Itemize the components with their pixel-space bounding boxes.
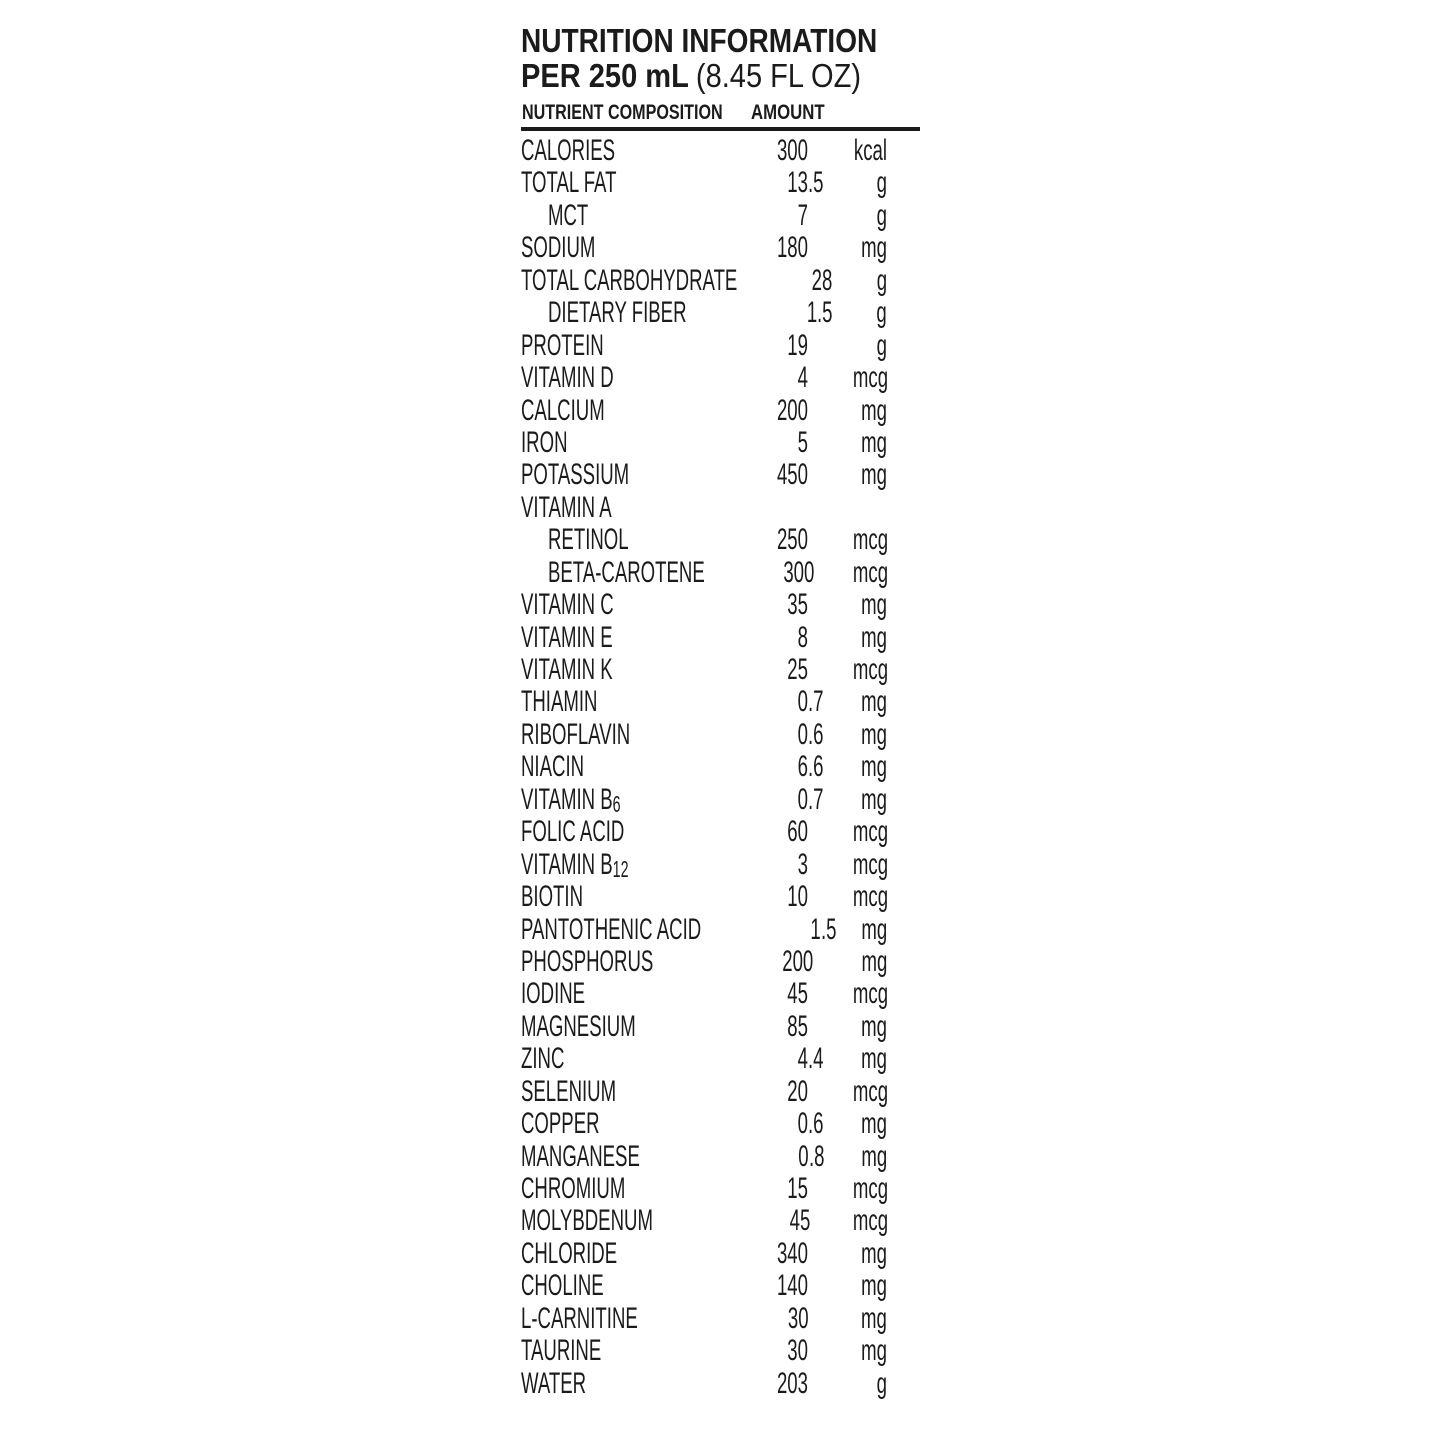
amount-unit: mg — [861, 393, 887, 427]
amount-unit: mcg — [852, 977, 889, 1011]
amount-unit: mg — [861, 588, 887, 622]
amount-whole: 1 — [810, 912, 821, 946]
table-row — [521, 362, 887, 394]
amount-whole: 250 — [776, 523, 808, 557]
amount-unit: mcg — [852, 815, 889, 849]
table-row — [521, 784, 887, 816]
nutrient-name-text: MANGANESE — [521, 1139, 640, 1173]
nutrient-name-text: VITAMIN B — [521, 782, 613, 816]
amount-unit: g — [876, 296, 887, 330]
nutrient-table — [521, 135, 920, 1400]
nutrient-name-text: CHLORIDE — [521, 1236, 618, 1270]
amount-unit: mg — [861, 717, 887, 751]
nutrient-name-text: PHOSPHORUS — [521, 944, 654, 978]
nutrient-name-text: PROTEIN — [521, 328, 604, 362]
amount-unit: mcg — [852, 523, 889, 557]
nutrient-name-subscript: 12 — [612, 855, 629, 882]
nutrient-name — [548, 200, 647, 232]
table-row — [521, 557, 887, 589]
amount-unit: g — [876, 198, 887, 232]
amount-fraction: .6 — [808, 717, 824, 751]
amount-fraction: .5 — [817, 296, 833, 330]
amount-unit: mcg — [852, 1204, 889, 1238]
amount-whole: 45 — [787, 977, 808, 1011]
table-row — [521, 492, 887, 524]
table-row — [521, 1173, 887, 1205]
nutrient-name-text: BETA-CAROTENE — [548, 555, 705, 589]
amount-whole: 0 — [797, 782, 808, 816]
amount-fraction: .4 — [808, 1042, 824, 1076]
table-row — [521, 1303, 887, 1335]
column-header-amount: AMOUNT — [751, 100, 825, 124]
table-row — [521, 167, 887, 199]
table-row — [521, 459, 887, 491]
amount-fraction: .8 — [808, 1139, 825, 1173]
nutrient-name — [521, 135, 637, 167]
amount-whole: 10 — [787, 880, 808, 914]
nutrient-name — [521, 1108, 637, 1140]
nutrient-name — [521, 978, 637, 1010]
column-header-nutrient-composition: NUTRIENT COMPOSITION — [522, 100, 723, 124]
nutrient-name — [548, 555, 705, 589]
amount-unit: g — [876, 1366, 887, 1400]
amount-fraction: .5 — [820, 912, 837, 946]
nutrient-name — [521, 1141, 638, 1173]
table-row — [521, 1335, 887, 1367]
table-row — [521, 849, 887, 881]
amount-whole: 28 — [811, 263, 833, 297]
table-row — [521, 978, 887, 1010]
amount-whole: 450 — [776, 458, 808, 492]
amount-unit: mcg — [852, 880, 889, 914]
nutrient-name — [521, 263, 738, 297]
amount-unit: mg — [861, 944, 887, 978]
nutrient-name-text: COPPER — [521, 1107, 600, 1141]
amount-whole: 180 — [776, 231, 808, 265]
amount-unit: mg — [861, 425, 887, 459]
nutrient-name — [521, 654, 637, 686]
nutrient-name-text: CHROMIUM — [521, 1172, 626, 1205]
amount-whole: 8 — [797, 620, 808, 654]
amount-unit: mcg — [852, 653, 889, 686]
table-row — [521, 622, 887, 654]
nutrient-name-text: RETINOL — [548, 523, 629, 557]
amount-unit: mg — [861, 231, 887, 265]
nutrient-name — [548, 524, 647, 556]
nutrient-name-text: IODINE — [521, 977, 586, 1011]
nutrient-name — [521, 589, 637, 621]
amount-whole: 4 — [797, 1042, 808, 1076]
amount-unit: mg — [861, 750, 887, 784]
nutrient-name-text: TOTAL FAT — [521, 166, 617, 200]
nutrient-name — [521, 1173, 637, 1205]
amount-whole: 25 — [787, 653, 808, 686]
amount-unit: mg — [861, 912, 888, 946]
amount-unit: kcal — [853, 134, 887, 167]
nutrient-name — [521, 622, 637, 654]
table-row — [521, 751, 887, 783]
amount-fraction: .7 — [808, 782, 824, 816]
serving-size-fl-oz: (8.45 FL OZ) — [695, 57, 862, 94]
table-row — [521, 881, 887, 913]
table-row — [521, 330, 887, 362]
table-row — [521, 395, 887, 427]
nutrient-name-text: MOLYBDENUM — [521, 1204, 653, 1238]
amount-whole: 7 — [797, 198, 808, 232]
amount-whole: 0 — [797, 1107, 808, 1141]
amount-unit: mg — [861, 1334, 887, 1368]
nutrient-name — [521, 751, 637, 783]
table-column-headers — [521, 101, 920, 125]
nutrient-name-text: BIOTIN — [521, 880, 584, 914]
table-row — [521, 297, 887, 329]
amount-unit: mcg — [852, 1172, 889, 1205]
table-row — [521, 686, 887, 718]
amount-whole: 340 — [776, 1236, 808, 1270]
amount-whole: 4 — [797, 361, 808, 395]
nutrient-name-text: NIACIN — [521, 750, 585, 784]
table-row — [521, 427, 887, 459]
nutrient-name — [521, 881, 637, 913]
nutrient-name — [521, 816, 637, 848]
amount-unit: mg — [861, 1301, 887, 1335]
table-row — [521, 1368, 887, 1400]
amount-unit: mg — [861, 1139, 887, 1173]
amount-whole: 140 — [776, 1269, 808, 1303]
table-row — [521, 1043, 887, 1075]
amount-unit: mg — [861, 1236, 887, 1270]
nutrient-name — [521, 1238, 637, 1270]
header-rule — [521, 127, 920, 131]
amount-whole: 0 — [797, 685, 808, 719]
amount-fraction: .6 — [808, 750, 824, 784]
nutrient-name — [521, 1011, 637, 1043]
table-row — [521, 816, 887, 848]
table-row — [521, 524, 887, 556]
nutrient-name-text: DIETARY FIBER — [548, 296, 687, 330]
amount-unit: mcg — [852, 1074, 889, 1108]
nutrient-name — [521, 1303, 637, 1335]
nutrient-name — [521, 1204, 653, 1238]
nutrient-name-text: VITAMIN E — [521, 620, 613, 654]
table-row — [521, 1011, 887, 1043]
amount-fraction: .7 — [808, 685, 824, 719]
amount-unit: g — [876, 263, 887, 297]
amount-fraction: .5 — [808, 166, 824, 200]
nutrient-name-text: L-CARNITINE — [521, 1301, 638, 1335]
table-row — [521, 589, 887, 621]
nutrient-name-text: VITAMIN D — [521, 361, 614, 395]
table-row — [521, 914, 887, 946]
amount-unit: mcg — [852, 847, 889, 881]
amount-whole: 300 — [776, 134, 808, 167]
amount-whole: 200 — [776, 393, 808, 427]
amount-whole: 60 — [787, 815, 808, 849]
table-row — [521, 719, 887, 751]
nutrient-name-text: MAGNESIUM — [521, 1009, 636, 1043]
table-row — [521, 1141, 887, 1173]
nutrient-name-text: VITAMIN K — [521, 653, 613, 686]
amount-whole: 6 — [797, 750, 808, 784]
nutrient-name-text: WATER — [521, 1366, 587, 1400]
serving-size-line — [521, 59, 861, 93]
nutrient-name — [521, 459, 637, 491]
amount-unit: mg — [861, 1009, 887, 1043]
nutrient-name-text: THIAMIN — [521, 685, 598, 719]
nutrient-name — [521, 362, 637, 394]
amount-unit: mcg — [852, 361, 889, 395]
amount-whole: 200 — [782, 944, 814, 978]
nutrient-name-text: TOTAL CARBOHYDRATE — [521, 263, 738, 297]
amount-whole: 13 — [787, 166, 808, 200]
amount-unit: mg — [861, 782, 887, 816]
nutrient-name — [521, 719, 637, 751]
nutrient-name-text: IRON — [521, 425, 568, 459]
amount-whole: 30 — [787, 1301, 809, 1335]
nutrient-name-text: POTASSIUM — [521, 458, 630, 492]
table-row — [521, 1205, 887, 1237]
amount-whole: 0 — [797, 717, 808, 751]
amount-unit: mcg — [852, 555, 889, 589]
nutrient-name-subscript: 6 — [612, 790, 621, 817]
nutrient-name-text: CALORIES — [521, 134, 616, 167]
amount-whole: 300 — [782, 555, 814, 589]
nutrient-name-text: VITAMIN C — [521, 588, 614, 622]
amount-unit: mg — [861, 685, 887, 719]
table-row — [521, 200, 887, 232]
table-row — [521, 654, 887, 686]
amount-unit: mg — [861, 1269, 887, 1303]
amount-whole: 85 — [787, 1009, 808, 1043]
table-row — [521, 232, 887, 264]
amount-whole: 203 — [776, 1366, 808, 1400]
nutrient-name-text: VITAMIN B — [521, 847, 613, 881]
table-row — [521, 1108, 887, 1140]
nutrient-name-text: FOLIC ACID — [521, 815, 625, 849]
amount-whole: 20 — [787, 1074, 808, 1108]
amount-whole: 45 — [789, 1204, 810, 1238]
amount-whole: 0 — [798, 1139, 809, 1173]
nutrient-name — [521, 1043, 637, 1075]
nutrient-name — [521, 1076, 637, 1108]
nutrient-name-text: SELENIUM — [521, 1074, 617, 1108]
nutrient-name — [548, 296, 687, 330]
amount-unit: mg — [861, 1042, 887, 1076]
nutrient-name-text: MCT — [548, 198, 589, 232]
nutrient-name-text: SODIUM — [521, 231, 596, 265]
nutrient-name — [521, 1335, 637, 1367]
nutrient-name — [521, 427, 637, 459]
amount-unit: g — [876, 328, 887, 362]
table-row — [521, 946, 887, 978]
nutrient-name — [521, 1270, 637, 1302]
amount-unit: mg — [861, 620, 887, 654]
nutrient-name-text: ZINC — [521, 1042, 565, 1076]
nutrient-name — [521, 167, 637, 199]
amount-fraction: .6 — [808, 1107, 824, 1141]
nutrition-title: NUTRITION INFORMATION — [521, 22, 878, 59]
amount-whole: 35 — [787, 588, 808, 622]
amount-whole: 3 — [797, 847, 808, 881]
amount-unit: mg — [861, 458, 887, 492]
amount-whole: 19 — [787, 328, 808, 362]
table-row — [521, 1270, 887, 1302]
nutrient-name-text: VITAMIN A — [521, 490, 612, 524]
nutrient-name — [521, 912, 702, 946]
amount-whole: 15 — [787, 1172, 808, 1205]
nutrient-name-text: TAURINE — [521, 1334, 602, 1368]
nutrient-name — [521, 1368, 637, 1400]
nutrient-name — [521, 944, 654, 978]
serving-size: PER 250 mL — [521, 57, 689, 94]
table-row — [521, 1238, 887, 1270]
table-row — [521, 265, 887, 297]
nutrient-name — [521, 395, 637, 427]
nutrient-name-text: CHOLINE — [521, 1269, 604, 1303]
nutrient-name — [521, 330, 637, 362]
nutrient-name-text: CALCIUM — [521, 393, 605, 427]
nutrient-name — [521, 232, 637, 264]
nutrient-name — [521, 492, 637, 524]
amount-whole: 5 — [797, 425, 808, 459]
nutrient-name-text: PANTOTHENIC ACID — [521, 912, 702, 946]
table-row — [521, 135, 887, 167]
amount-whole: 30 — [787, 1334, 808, 1368]
table-row — [521, 1076, 887, 1108]
nutrient-name — [521, 686, 637, 718]
nutrient-name-text: RIBOFLAVIN — [521, 717, 631, 751]
amount-unit: mg — [861, 1107, 887, 1141]
amount-whole: 1 — [806, 296, 818, 330]
amount-unit: g — [876, 166, 887, 200]
